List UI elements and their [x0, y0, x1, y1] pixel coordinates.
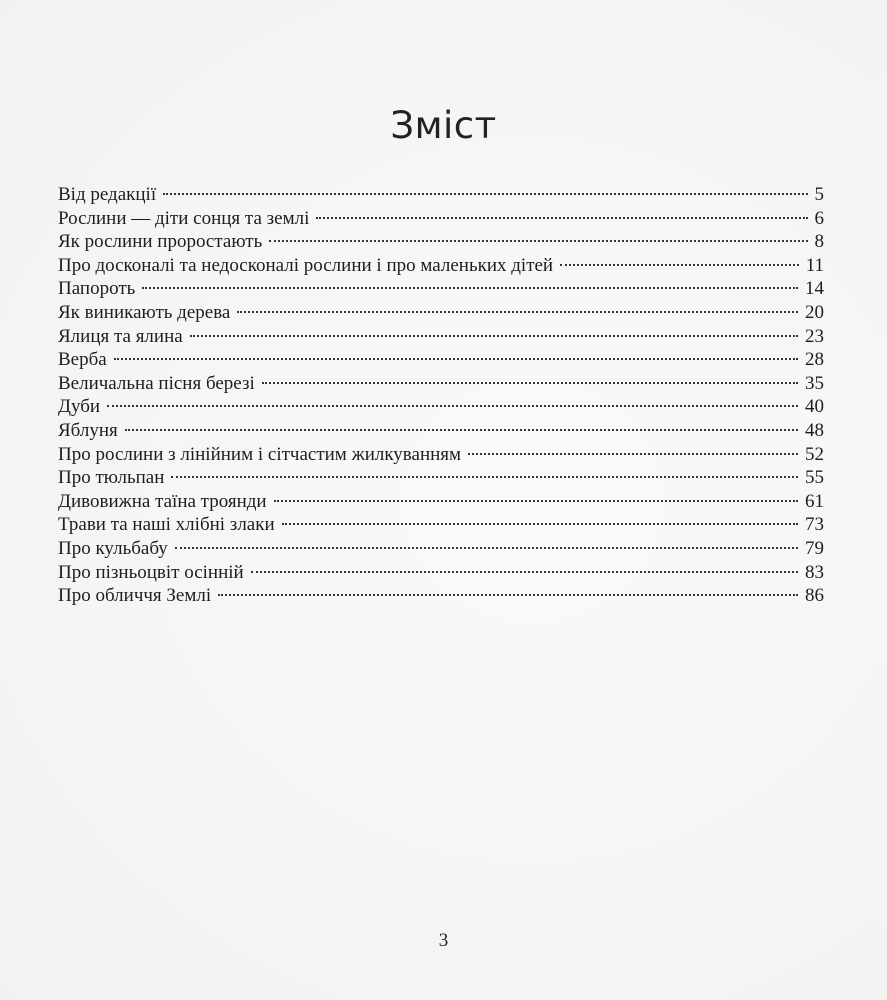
toc-entry	[58, 443, 824, 467]
toc-entry	[58, 395, 824, 419]
toc-entry-page: 40	[805, 396, 824, 418]
toc-entry-page: 20	[805, 301, 824, 323]
toc-dot-leader	[269, 240, 807, 242]
toc-dot-leader	[114, 358, 798, 360]
toc-entry-title: Про обличчя Землі	[58, 585, 212, 607]
toc-entry-title: Про досконалі та недосконалі рослини і про маленьких дітей	[58, 254, 554, 276]
toc-entry-page: 61	[805, 490, 824, 512]
toc-entry-page: 14	[805, 278, 824, 300]
toc-entry	[58, 348, 824, 372]
toc-entry	[58, 301, 824, 325]
toc-entry-page: 55	[805, 467, 824, 489]
toc-entry-title: Дивовижна таїна троянди	[58, 490, 267, 512]
toc-entry-page: 48	[805, 419, 824, 441]
toc-dot-leader	[316, 217, 807, 219]
toc-entry-title: Верба	[58, 349, 107, 371]
toc-entry-title: Як виникають дерева	[58, 301, 231, 323]
page-title: Зміст	[390, 104, 497, 147]
toc-entry-title: Величальна пісня березі	[58, 372, 255, 394]
toc-dot-leader	[175, 547, 798, 549]
toc-entry-title: Про рослини з лінійним і сітчастим жилкуванням	[58, 443, 462, 465]
toc-dot-leader	[237, 311, 798, 313]
toc-dot-leader	[282, 523, 798, 525]
toc-entry-page: 79	[805, 537, 824, 559]
table-of-contents	[58, 183, 824, 608]
toc-entry-page: 5	[814, 184, 824, 205]
toc-entry-title: Ялиця та ялина	[58, 325, 183, 347]
toc-entry-title: Яблуня	[58, 419, 118, 441]
toc-dot-leader	[218, 594, 798, 596]
toc-entry	[58, 207, 824, 231]
toc-entry-title: Дуби	[58, 396, 101, 418]
toc-entry	[58, 277, 824, 301]
toc-entry	[58, 537, 824, 561]
toc-dot-leader	[171, 476, 798, 478]
toc-entry-title: Від редакції	[58, 184, 157, 205]
toc-entry-page: 73	[805, 514, 824, 536]
toc-entry	[58, 466, 824, 490]
toc-dot-leader	[251, 571, 798, 573]
toc-entry	[58, 419, 824, 443]
toc-entry-title: Рослини — діти сонця та землі	[58, 207, 310, 229]
toc-dot-leader	[468, 453, 798, 455]
page-number: 3	[438, 930, 449, 951]
toc-entry-page: 23	[805, 325, 824, 347]
toc-dot-leader	[107, 405, 798, 407]
toc-entry-title: Папороть	[58, 278, 136, 300]
toc-entry-title: Як рослини проростають	[58, 231, 263, 253]
toc-entry-title: Про кульбабу	[58, 537, 168, 559]
toc-entry	[58, 230, 824, 254]
toc-entry-page: 28	[805, 349, 824, 371]
toc-entry-title: Про пізньоцвіт осінній	[58, 561, 244, 583]
toc-entry	[58, 584, 824, 608]
toc-entry	[58, 372, 824, 396]
toc-entry-page: 35	[805, 372, 824, 394]
toc-dot-leader	[190, 335, 798, 337]
toc-entry	[58, 183, 824, 207]
toc-entry-page: 52	[805, 443, 824, 465]
toc-dot-leader	[262, 382, 798, 384]
toc-dot-leader	[274, 500, 798, 502]
toc-entry-page: 6	[814, 207, 824, 229]
toc-dot-leader	[125, 429, 798, 431]
toc-entry	[58, 490, 824, 514]
toc-entry	[58, 513, 824, 537]
toc-entry	[58, 254, 824, 278]
toc-dot-leader	[560, 264, 799, 266]
toc-entry	[58, 561, 824, 585]
toc-dot-leader	[142, 287, 798, 289]
toc-entry-page: 8	[814, 231, 824, 253]
toc-entry	[58, 325, 824, 349]
toc-entry-page: 11	[805, 254, 824, 276]
toc-entry-title: Трави та наші хлібні злаки	[58, 514, 275, 536]
toc-dot-leader	[163, 193, 807, 195]
toc-entry-page: 86	[805, 585, 824, 607]
toc-entry-page: 83	[805, 561, 824, 583]
toc-entry-title: Про тюльпан	[58, 467, 165, 489]
